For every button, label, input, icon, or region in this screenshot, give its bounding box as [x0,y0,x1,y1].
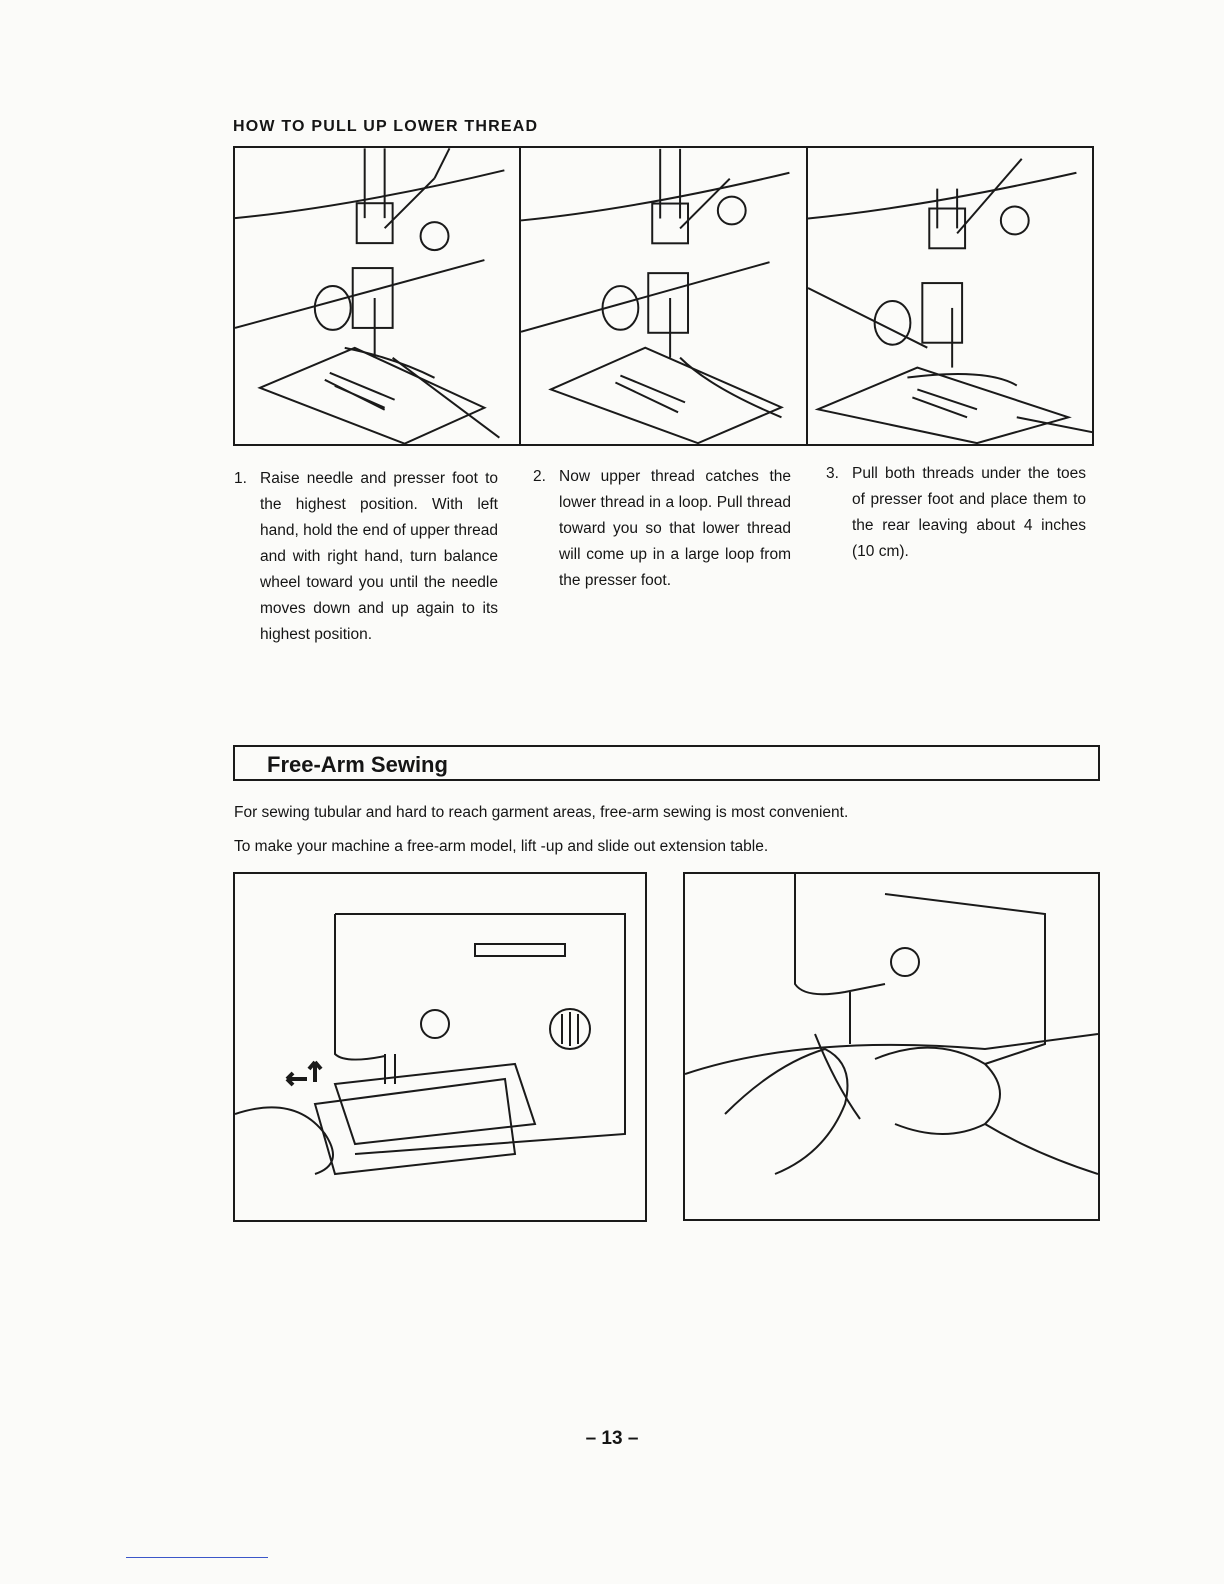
tubular-sewing-illustration [683,872,1100,1221]
step-2-instruction [533,464,791,594]
free-arm-title: Free-Arm Sewing [267,752,448,777]
thread-illustration-row [233,146,1094,446]
step-3-illustration [808,148,1092,444]
free-arm-paragraph: To make your machine a free-arm model, lift -up and slide out extension table. [234,838,769,855]
step-text: Now upper thread catches the lower thread in a loop. Pull thread toward you so that lower thread will come up in a large loop from the presser foot. [559,468,791,589]
step-number: 1. [234,470,247,487]
page-number: – 13 – [585,1428,639,1449]
step-text: Pull both threads under the toes of presser foot and place them to the rear leaving about 4 inches (10 cm). [852,465,1086,560]
step-3-instruction [826,461,1086,565]
free-arm-paragraph: For sewing tubular and hard to reach garment areas, free-arm sewing is most convenient. [234,804,849,821]
step-number: 3. [826,465,839,482]
step-text: Raise needle and presser foot to the highest position. With left hand, hold the end of upper thread and with right hand, turn balance wheel toward you until the needle moves down and up again to its highest position. [260,470,498,643]
footer-rule [126,1557,268,1558]
free-arm-section-header [233,745,1100,781]
step-1-instruction [234,466,498,648]
step-1-illustration [235,148,521,444]
extension-table-illustration [233,872,647,1222]
section-heading: HOW TO PULL UP LOWER THREAD [233,118,539,135]
step-2-illustration [521,148,807,444]
step-number: 2. [533,468,546,485]
